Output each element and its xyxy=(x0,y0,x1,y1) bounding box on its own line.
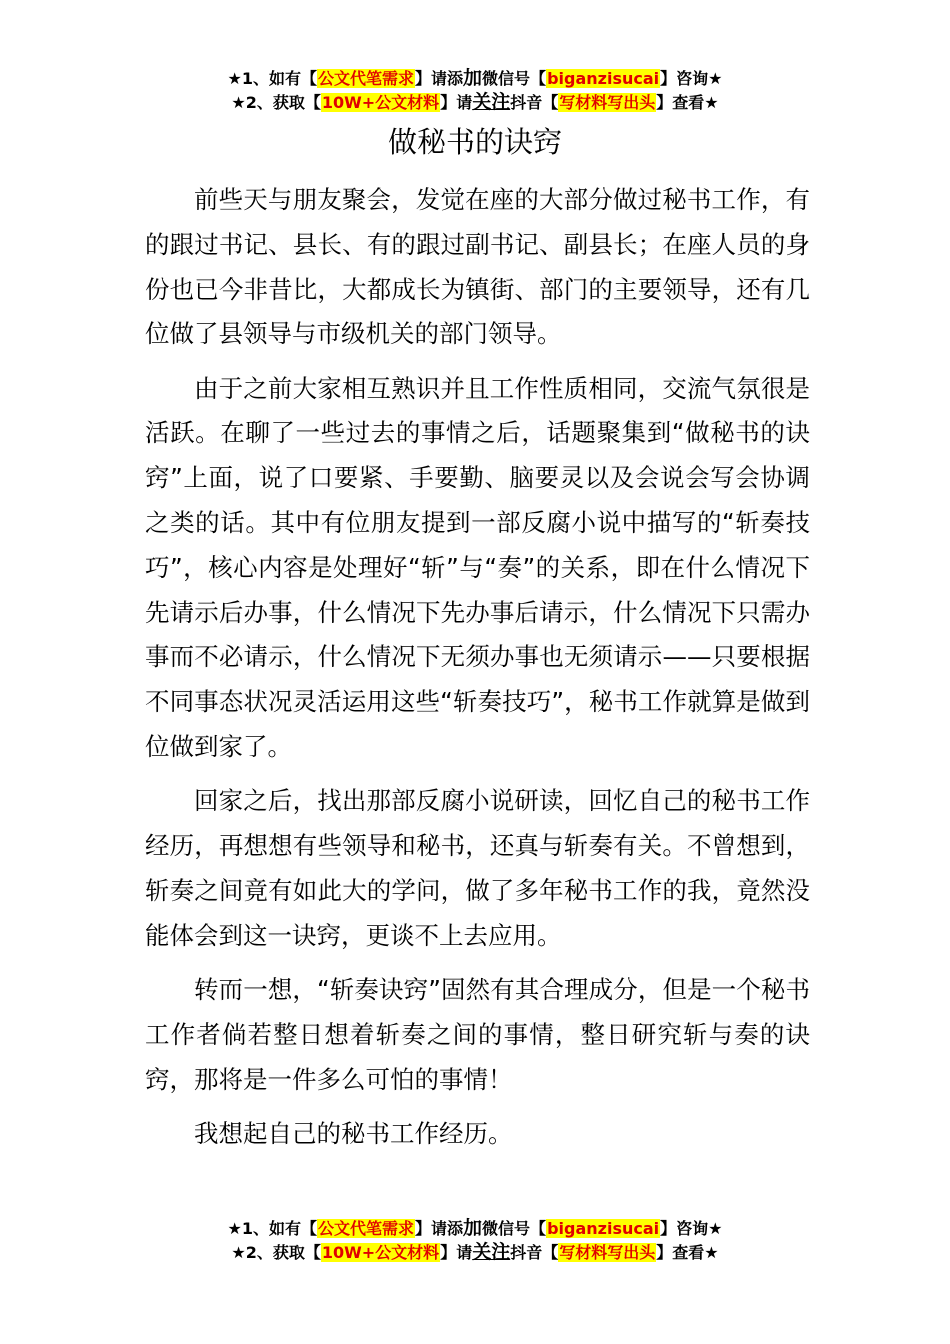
paragraph: 回家之后，找出那部反腐小说研读，回忆自己的秘书工作经历，再想想有些领导和秘书，还真与斩奏有关。不曾想到，斩奏之间竟有如此大的学问，做了多年秘书工作的我，竟然没能体会到这一诀窍，更谈不上去应用。 xyxy=(145,786,810,950)
banner-text: 关注 xyxy=(472,91,511,113)
banner-text: 2、获取【 xyxy=(245,93,321,112)
highlight-douyin-account: 写材料写出头 xyxy=(559,93,656,112)
star-icon: ★ xyxy=(227,1219,242,1238)
banner-line-1 xyxy=(0,1216,950,1240)
highlight-service: 公文代笔需求 xyxy=(318,1219,415,1238)
document-body xyxy=(145,178,810,1166)
banner-line-1 xyxy=(0,66,950,90)
star-icon: ★ xyxy=(231,1243,246,1262)
highlight-materials: 10W+公文材料 xyxy=(321,93,440,112)
banner-text: 抖音【 xyxy=(510,1243,559,1262)
star-icon: ★ xyxy=(227,69,242,88)
star-icon: ★ xyxy=(704,1243,719,1262)
paragraph: 前些天与朋友聚会，发觉在座的大部分做过秘书工作，有的跟过书记、县长、有的跟过副书记、副县长；在座人员的身份也已今非昔比，大都成长为镇街、部门的主要领导，还有几位做了县领导与市级机关的部门领导。 xyxy=(145,185,810,349)
banner-text: 】请 xyxy=(440,93,473,112)
star-icon: ★ xyxy=(708,1219,723,1238)
banner-text: 2、获取【 xyxy=(245,1243,321,1262)
banner-text: 微信号【 xyxy=(482,69,547,88)
banner-text: 1、如有【 xyxy=(241,1219,317,1238)
banner-text: 】咨询 xyxy=(660,1219,709,1238)
banner-text: 】查看 xyxy=(656,1243,705,1262)
highlight-wechat-id: biganzisucai xyxy=(547,69,660,88)
footer-banner xyxy=(0,1216,950,1264)
banner-text: 】请 xyxy=(440,1243,473,1262)
highlight-douyin-account: 写材料写出头 xyxy=(559,1243,656,1262)
paragraph: 由于之前大家相互熟识并且工作性质相同，交流气氛很是活跃。在聊了一些过去的事情之后，话题聚集到“做秘书的诀窍”上面，说了口要紧、手要勤、脑要灵以及会说会写会协调之类的话。其中有位朋友提到一部反腐小说中描写的“斩奏技巧”，核心内容是处理好“斩”与“奏”的关系，即在什么情况下先请示后办事，什么情况下先办事后请示，什么情况下只需办事而不必请示，什么情况下无须办事也无须请示——只要根据不同事态状况灵活运用这些“斩奏技巧”，秘书工作就算是做到位做到家了。 xyxy=(145,373,810,762)
highlight-wechat-id: biganzisucai xyxy=(547,1219,660,1238)
banner-line-2 xyxy=(0,1240,950,1264)
star-icon: ★ xyxy=(708,69,723,88)
highlight-service: 公文代笔需求 xyxy=(318,69,415,88)
star-icon: ★ xyxy=(231,93,246,112)
header-banner xyxy=(0,66,950,114)
banner-text: 关注 xyxy=(472,1241,511,1263)
banner-text: 】请添 xyxy=(415,69,464,88)
banner-text: 】请添 xyxy=(415,1219,464,1238)
banner-text: 】咨询 xyxy=(660,69,709,88)
paragraph: 转而一想，“斩奏诀窍”固然有其合理成分，但是一个秘书工作者倘若整日想着斩奏之间的事情，整日研究斩与奏的诀窍，那将是一件多么可怕的事情！ xyxy=(145,975,810,1094)
highlight-materials: 10W+公文材料 xyxy=(321,1243,440,1262)
banner-line-2 xyxy=(0,90,950,114)
banner-text: 】查看 xyxy=(656,93,705,112)
banner-text: 1、如有【 xyxy=(241,69,317,88)
paragraph: 我想起自己的秘书工作经历。 xyxy=(194,1118,513,1148)
banner-text: 加 xyxy=(463,1217,483,1239)
banner-text: 微信号【 xyxy=(482,1219,547,1238)
star-icon: ★ xyxy=(704,93,719,112)
document-title: 做秘书的诀窍 xyxy=(387,125,562,159)
banner-text: 加 xyxy=(463,67,483,89)
banner-text: 抖音【 xyxy=(510,93,559,112)
